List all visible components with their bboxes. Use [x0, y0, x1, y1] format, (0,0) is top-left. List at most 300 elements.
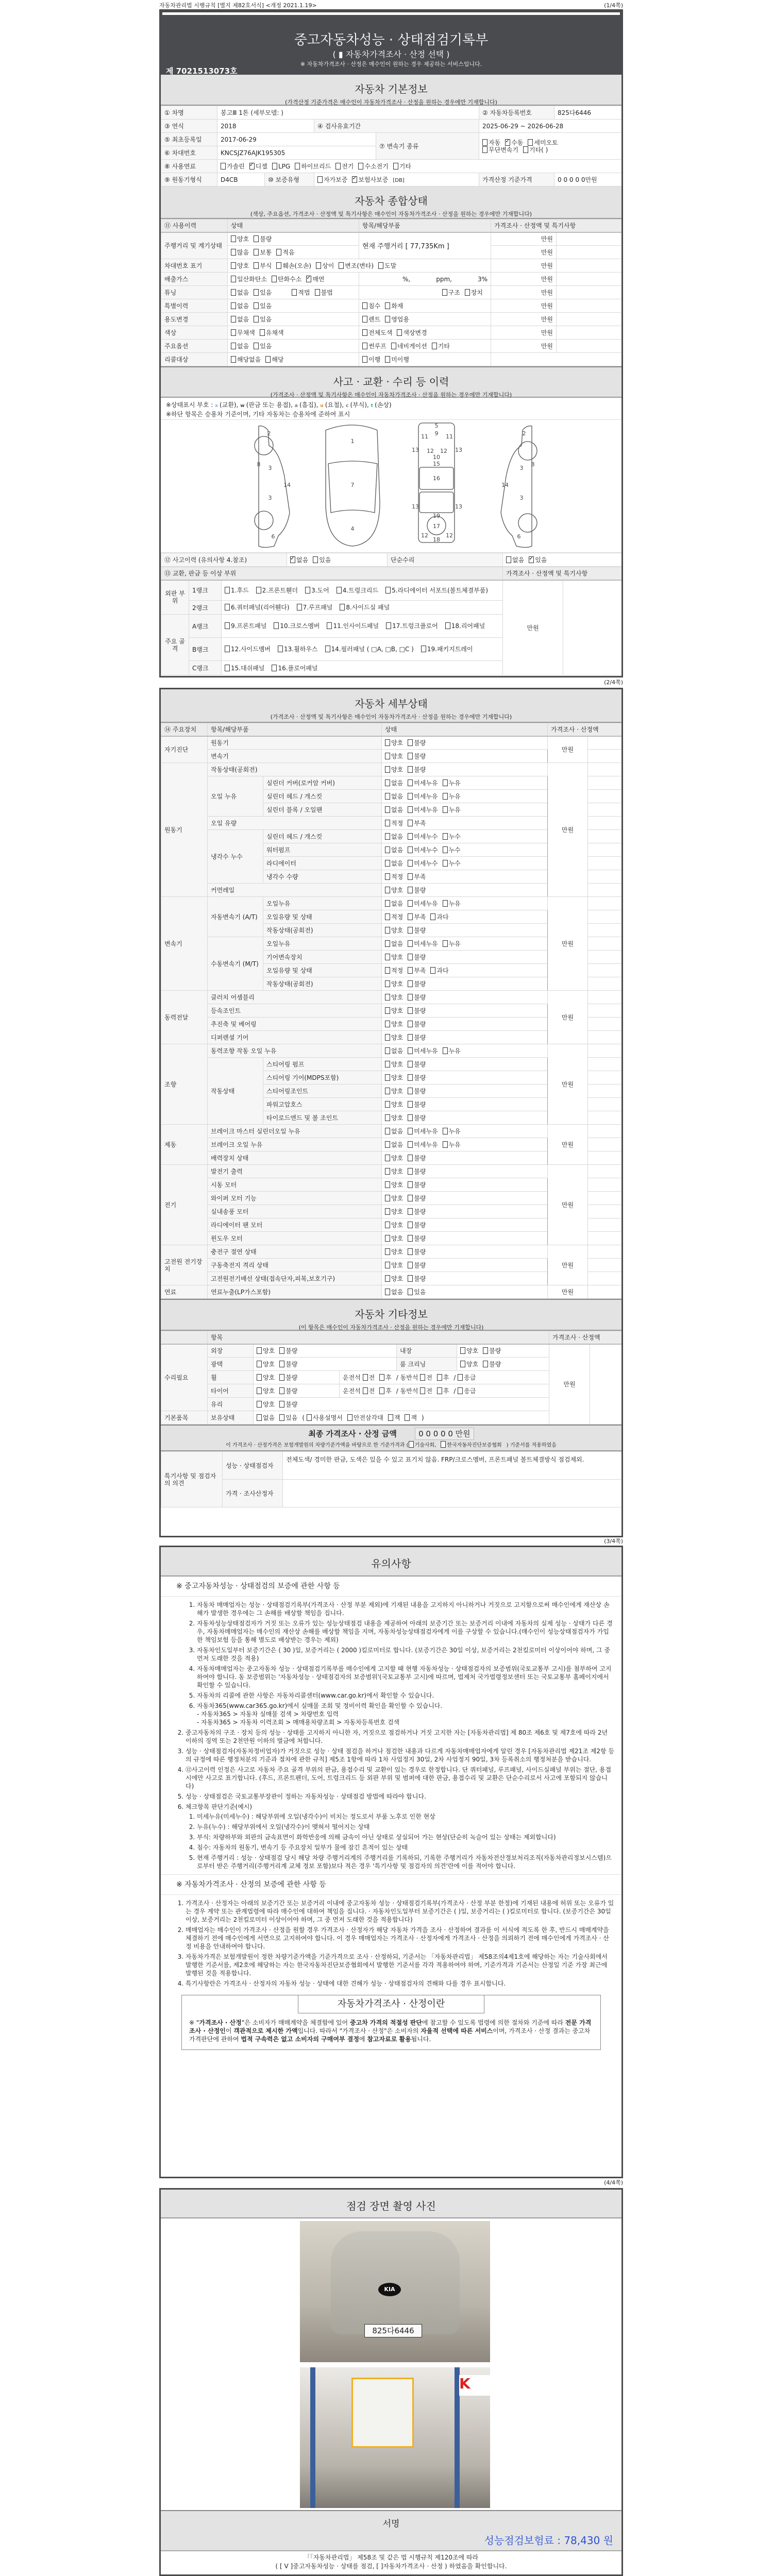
checkbox[interactable]	[437, 1387, 442, 1394]
status-cell	[382, 964, 548, 977]
checkbox[interactable]	[385, 1181, 390, 1188]
checkbox[interactable]	[279, 1414, 284, 1421]
checkbox[interactable]	[408, 994, 413, 1001]
box-text-segment: 이며, 가격조사 · 산정 결과는 중고차 가격판단에 관하여	[189, 2027, 591, 2043]
item-cell	[359, 286, 491, 299]
checkbox[interactable]	[385, 779, 390, 786]
checkbox[interactable]	[385, 833, 390, 840]
appraisal-explainer-box	[181, 1995, 601, 2050]
checkbox[interactable]	[397, 329, 402, 336]
checkbox[interactable]	[408, 1181, 413, 1188]
checkbox[interactable]	[385, 1088, 390, 1094]
checkbox[interactable]	[430, 913, 435, 920]
part-number-label: 9	[434, 430, 439, 437]
part-number-label: 3	[268, 465, 272, 471]
checkbox[interactable]	[460, 1347, 465, 1354]
checkbox[interactable]	[465, 289, 470, 296]
option-1: 양호	[257, 1401, 275, 1408]
checkbox[interactable]	[317, 176, 323, 183]
checkbox[interactable]	[408, 1262, 413, 1268]
notes-body	[161, 1577, 621, 2050]
option-2: 미세누유	[408, 940, 438, 947]
remark-cell	[588, 1151, 622, 1165]
checkbox[interactable]	[408, 739, 413, 746]
remark-cell	[588, 1111, 622, 1125]
checkbox[interactable]	[408, 1114, 413, 1121]
item-label: 디퍼렌셜 기어	[208, 1031, 382, 1044]
status-cell	[382, 1272, 548, 1285]
rank-label: A랭크	[189, 615, 222, 638]
option-2: ✓ 보험사보증	[352, 176, 388, 183]
checkbox[interactable]	[225, 604, 230, 611]
checkbox[interactable]	[408, 1047, 413, 1054]
checkbox[interactable]	[385, 954, 390, 960]
checkbox[interactable]	[231, 235, 236, 242]
checkbox[interactable]	[272, 163, 277, 170]
option-1: 양호	[385, 1248, 403, 1256]
checkbox[interactable]	[221, 163, 226, 170]
status-cell	[382, 1151, 548, 1165]
checkbox[interactable]	[408, 1195, 413, 1201]
option-2: 불량	[408, 1061, 426, 1068]
checkbox[interactable]	[231, 316, 236, 323]
checkbox[interactable]	[339, 262, 344, 269]
box-text-segment: 됩니다.	[411, 2036, 431, 2043]
checkbox[interactable]	[231, 329, 236, 336]
checkbox[interactable]	[362, 302, 367, 309]
checkbox[interactable]	[408, 833, 413, 840]
checkbox[interactable]	[408, 1021, 413, 1027]
checkbox[interactable]	[385, 753, 390, 759]
checkbox[interactable]	[352, 176, 357, 183]
checkbox[interactable]	[408, 900, 413, 907]
checkbox[interactable]	[437, 1374, 442, 1381]
checkbox[interactable]	[279, 1361, 284, 1367]
wheel-front-right	[518, 442, 537, 460]
option-2: 미세누유	[408, 1141, 438, 1148]
checkbox[interactable]	[385, 900, 390, 907]
checkbox[interactable]	[279, 1387, 284, 1394]
checkbox[interactable]	[408, 860, 413, 867]
checkbox[interactable]	[385, 1155, 390, 1161]
checkbox[interactable]	[297, 604, 302, 611]
checkbox[interactable]	[408, 913, 413, 920]
checkbox[interactable]	[231, 356, 236, 363]
device-group-label: 연료	[161, 1285, 208, 1299]
checkbox[interactable]	[408, 980, 413, 987]
option-1: 양호	[385, 739, 403, 747]
checkbox[interactable]	[231, 302, 236, 309]
checkbox[interactable]	[231, 289, 236, 296]
checkbox[interactable]	[388, 1414, 393, 1421]
checkbox[interactable]	[225, 665, 230, 671]
checkbox[interactable]	[408, 846, 413, 853]
status-cell	[382, 1138, 548, 1151]
price-cell: 만원	[548, 1165, 588, 1245]
option-4: 하이브리드	[295, 163, 331, 170]
checkbox[interactable]	[408, 1235, 413, 1242]
checkbox[interactable]	[362, 356, 367, 363]
checkbox[interactable]	[421, 646, 426, 652]
checkbox[interactable]	[274, 622, 279, 629]
checkbox[interactable]	[385, 1061, 390, 1067]
item-label: 클러치 어셈블리	[208, 991, 382, 1004]
checkbox[interactable]	[231, 276, 236, 282]
checkbox[interactable]	[385, 913, 390, 920]
status-cell	[254, 1344, 397, 1358]
checkbox[interactable]	[385, 994, 390, 1001]
checkbox[interactable]	[385, 1248, 390, 1255]
checkbox[interactable]	[306, 276, 311, 282]
checkbox[interactable]	[362, 316, 367, 323]
wheel-rear-right	[518, 514, 537, 532]
checkbox[interactable]	[278, 646, 283, 652]
checkbox[interactable]	[265, 356, 271, 363]
status-cell: 없음 있음 ( 사용설명서 안전삼각대 잭 잭 )	[254, 1411, 549, 1425]
checkbox[interactable]	[445, 622, 450, 629]
checkbox[interactable]	[408, 1155, 413, 1161]
subitem-label: 작동상태(공회전)	[263, 977, 382, 991]
checkbox[interactable]	[225, 622, 230, 629]
table-row	[161, 273, 622, 286]
checkbox[interactable]	[276, 249, 281, 256]
checkbox[interactable]	[385, 1101, 390, 1108]
option-1: 없음	[231, 343, 249, 350]
checkbox[interactable]	[385, 1007, 390, 1014]
checkbox[interactable]	[386, 622, 391, 629]
checkbox[interactable]	[254, 289, 259, 296]
checkbox[interactable]	[385, 846, 390, 853]
status-cell	[382, 870, 548, 884]
checkbox[interactable]	[443, 1141, 448, 1148]
subitem-label: 냉각수 수량	[263, 870, 382, 884]
option-1: 썬루프	[362, 343, 386, 350]
status-cell	[382, 790, 548, 803]
checkbox[interactable]	[231, 249, 236, 256]
checkbox[interactable]	[385, 1289, 390, 1295]
checkbox[interactable]	[408, 806, 413, 813]
checkbox[interactable]	[256, 587, 261, 594]
checkbox[interactable]	[385, 820, 390, 826]
checkbox[interactable]	[327, 622, 332, 629]
checkbox[interactable]	[279, 1347, 284, 1354]
checkbox[interactable]	[408, 766, 413, 773]
option-2: 미세누유	[408, 900, 438, 907]
price-cell: 만원	[491, 313, 557, 326]
checkbox[interactable]	[335, 163, 341, 170]
checkbox[interactable]	[405, 1414, 410, 1421]
checkbox[interactable]	[257, 1401, 262, 1408]
option-3: 누수	[443, 846, 461, 854]
checkbox[interactable]	[408, 753, 413, 759]
checkbox[interactable]	[408, 940, 413, 947]
status-cell	[382, 951, 548, 964]
status-cell	[382, 750, 548, 763]
checkbox[interactable]	[225, 587, 230, 594]
basic-info-table	[161, 106, 622, 187]
checkbox[interactable]	[432, 343, 437, 349]
checkbox[interactable]	[458, 1387, 463, 1394]
checkbox[interactable]	[257, 1387, 262, 1394]
checkbox[interactable]	[347, 1414, 352, 1421]
checkbox[interactable]	[385, 1275, 390, 1282]
checkbox[interactable]	[443, 779, 448, 786]
checkbox[interactable]	[420, 1387, 425, 1394]
checkbox[interactable]	[391, 343, 396, 349]
checkbox[interactable]	[482, 139, 488, 146]
checkbox[interactable]	[385, 1168, 390, 1175]
checkbox[interactable]	[385, 1034, 390, 1041]
checkbox[interactable]	[408, 1248, 413, 1255]
note-text: ) 기준서를 적용하였음	[506, 1443, 557, 1448]
status-extra	[292, 289, 337, 296]
checkbox[interactable]	[408, 1208, 413, 1215]
insurance-fee: 성능점검보험료 : 78,430 원	[484, 2534, 613, 2547]
option-2: 불량	[408, 1155, 426, 1162]
checkbox[interactable]	[276, 262, 281, 269]
checkbox[interactable]	[385, 887, 390, 893]
checkbox[interactable]	[408, 954, 413, 960]
remark-cell	[588, 1259, 622, 1272]
checkbox[interactable]	[385, 316, 390, 323]
checkbox[interactable]	[362, 343, 367, 349]
remark-cell	[588, 977, 622, 991]
checkbox[interactable]	[254, 343, 259, 349]
checkbox[interactable]	[385, 1222, 390, 1228]
checkbox[interactable]	[523, 146, 528, 153]
checkbox[interactable]	[442, 289, 447, 296]
remark-cell	[588, 1098, 622, 1111]
checkbox[interactable]	[385, 980, 390, 987]
checkbox[interactable]	[443, 846, 448, 853]
option-2: 색상변경	[397, 329, 427, 336]
checkbox[interactable]	[315, 289, 320, 296]
checkbox[interactable]	[385, 1141, 390, 1148]
checkbox[interactable]	[290, 556, 295, 563]
checkbox[interactable]	[505, 139, 510, 146]
checkbox[interactable]	[408, 1088, 413, 1094]
checkbox[interactable]	[272, 276, 277, 282]
checkbox[interactable]	[443, 806, 448, 813]
checkbox[interactable]	[408, 1101, 413, 1108]
checkbox[interactable]	[279, 1401, 284, 1408]
checkbox[interactable]	[408, 1074, 413, 1081]
column-header: 상태	[382, 723, 548, 736]
row-label: 튜닝	[161, 286, 228, 299]
option-2: 불량	[408, 1181, 426, 1189]
checkbox[interactable]	[385, 940, 390, 947]
checkbox[interactable]	[483, 1347, 488, 1354]
checkbox[interactable]	[313, 556, 318, 563]
option-2: 불량	[408, 1208, 426, 1215]
item-label: 배력장치 상태	[208, 1151, 382, 1165]
checkbox[interactable]	[506, 556, 511, 563]
checkbox[interactable]	[358, 163, 363, 170]
checkbox[interactable]	[420, 1374, 425, 1381]
checkbox[interactable]	[362, 329, 367, 336]
checkbox[interactable]	[385, 927, 390, 934]
checkbox[interactable]	[385, 1128, 390, 1134]
checkbox[interactable]	[441, 1441, 446, 1448]
option-1: 해당없음	[231, 356, 261, 363]
item-label: 동력조향 작동 오일 누유	[208, 1044, 382, 1058]
subitem-label: 오일누유	[263, 897, 382, 910]
checkbox[interactable]	[363, 1387, 368, 1394]
checkbox[interactable]	[385, 1047, 390, 1054]
checkbox[interactable]	[307, 1414, 312, 1421]
checkbox[interactable]	[460, 1361, 465, 1367]
checkbox[interactable]	[528, 139, 533, 146]
checkbox[interactable]	[408, 779, 413, 786]
position-cell: 운전석 전 후 / 동반석 전 후 / 응급	[340, 1384, 549, 1398]
checkbox[interactable]	[408, 1275, 413, 1282]
checkbox[interactable]	[409, 1441, 414, 1448]
option-2: 불량	[408, 1262, 426, 1269]
checkbox[interactable]	[254, 262, 259, 269]
checkbox[interactable]	[408, 1034, 413, 1041]
checkbox[interactable]	[430, 967, 435, 974]
checkbox[interactable]	[385, 766, 390, 773]
item-label: 보유상태	[208, 1411, 254, 1425]
checkbox[interactable]	[408, 793, 413, 800]
checkbox[interactable]	[408, 887, 413, 893]
checkbox[interactable]	[408, 967, 413, 974]
checkbox[interactable]	[254, 316, 259, 323]
checkbox[interactable]	[443, 1047, 448, 1054]
legend-symbol-t: t	[371, 403, 375, 409]
checkbox[interactable]	[443, 1128, 448, 1134]
emission-value: 3%	[477, 275, 488, 283]
checkbox[interactable]	[443, 860, 448, 867]
option-2: 안전삼각대	[347, 1414, 383, 1421]
confirmation-line: 「「자동차관리법」 제58조 및 같은 법 시행규칙 제120조에 따라	[304, 2554, 479, 2561]
part-option: 7.루프패널	[297, 604, 333, 611]
checkbox[interactable]	[483, 1361, 488, 1367]
option-2: 부족	[408, 967, 426, 974]
checkbox[interactable]	[408, 873, 413, 880]
device-group-label: 동력전달	[161, 991, 208, 1044]
checkbox[interactable]	[385, 1074, 390, 1081]
checkbox[interactable]	[257, 1374, 262, 1381]
checkbox[interactable]	[408, 1141, 413, 1148]
checkbox[interactable]	[443, 940, 448, 947]
option-2: 불량	[279, 1361, 297, 1368]
checkbox[interactable]	[325, 646, 330, 652]
rank-parts	[222, 615, 503, 638]
section-note: (가격산정 기준가격은 매수인이 자동차가격조사 · 산정을 원하는 경우에만 기재합니다)	[285, 99, 497, 106]
checkbox[interactable]	[385, 739, 390, 746]
option-1: 전	[363, 1374, 375, 1381]
section-title: 점검 장면 촬영 사진	[346, 2200, 436, 2212]
remark-cell	[557, 299, 622, 313]
checkbox[interactable]	[385, 873, 390, 880]
checkbox[interactable]	[260, 329, 265, 336]
checkbox[interactable]	[378, 262, 383, 269]
section-title: 자동차 종합상태	[355, 195, 428, 207]
checkbox[interactable]	[385, 1208, 390, 1215]
checkbox[interactable]	[385, 1262, 390, 1268]
criteria-item: 1. 미세누유(미세누수) : 해당부위에 오일(냉각수)이 비치는 정도로서 부품 노후로 인한 현상	[197, 1812, 614, 1821]
checkbox[interactable]	[385, 587, 391, 594]
checkbox[interactable]	[257, 1414, 262, 1421]
checkbox[interactable]	[385, 1235, 390, 1242]
checkbox[interactable]	[443, 793, 448, 800]
checkbox[interactable]	[408, 820, 413, 826]
checkbox[interactable]	[363, 1374, 368, 1381]
remark-cell	[588, 817, 622, 830]
part-number-label: 1	[350, 438, 355, 445]
checkbox[interactable]	[295, 163, 300, 170]
checkbox[interactable]	[385, 793, 390, 800]
checkbox[interactable]	[408, 1061, 413, 1067]
remark-cell	[588, 1084, 622, 1098]
row-label: 색상	[161, 326, 228, 340]
checkbox[interactable]	[254, 302, 259, 309]
checkbox[interactable]	[316, 262, 321, 269]
checkbox[interactable]	[408, 927, 413, 934]
table-row	[161, 1285, 622, 1299]
checkbox[interactable]	[292, 289, 297, 296]
item-label: 연료누출(LP가스포함)	[208, 1285, 382, 1299]
checkbox[interactable]	[482, 146, 488, 153]
checkbox[interactable]	[408, 1289, 413, 1295]
page-3	[159, 1546, 623, 2178]
price-cell: 만원	[548, 1285, 588, 1299]
option-1: 양호	[385, 1181, 403, 1189]
checkbox[interactable]	[458, 1374, 463, 1381]
column-header: 항목	[208, 1331, 549, 1344]
checkbox[interactable]	[529, 556, 534, 563]
checkbox[interactable]	[337, 587, 342, 594]
checkbox[interactable]	[385, 967, 390, 974]
checkbox[interactable]	[385, 806, 390, 813]
part-number-label: 18	[433, 536, 440, 543]
checkbox[interactable]	[385, 1195, 390, 1201]
checkbox[interactable]	[249, 163, 255, 170]
device-group-label: 조향	[161, 1044, 208, 1125]
checkbox[interactable]	[305, 587, 310, 594]
checkbox[interactable]	[408, 1007, 413, 1014]
checkbox[interactable]	[231, 262, 236, 269]
checkbox[interactable]	[385, 302, 390, 309]
checkbox[interactable]	[385, 860, 390, 867]
checkbox[interactable]	[379, 1387, 384, 1394]
checkbox[interactable]	[408, 1168, 413, 1175]
checkbox[interactable]	[379, 1374, 384, 1381]
checkbox[interactable]	[385, 1021, 390, 1027]
note-path: - 자동차365 > 자동차 실매물 검색 > 차량번호 입력	[197, 1710, 339, 1718]
checkbox[interactable]	[257, 1361, 262, 1367]
checkbox[interactable]	[254, 249, 259, 256]
checkbox[interactable]	[385, 1114, 390, 1121]
price-cell: 만원	[548, 1245, 588, 1285]
checkbox[interactable]	[254, 235, 259, 242]
checkbox[interactable]	[385, 356, 390, 363]
checkbox[interactable]	[231, 343, 236, 349]
checkbox[interactable]	[225, 646, 230, 652]
checkbox[interactable]	[340, 604, 345, 611]
checkbox[interactable]	[272, 665, 277, 671]
checkbox[interactable]	[443, 900, 448, 907]
checkbox[interactable]	[443, 833, 448, 840]
checkbox[interactable]	[257, 1347, 262, 1354]
checkbox[interactable]	[279, 1374, 284, 1381]
checkbox[interactable]	[408, 1222, 413, 1228]
table-row	[161, 326, 622, 340]
checkbox[interactable]	[393, 163, 398, 170]
checkbox[interactable]	[408, 1128, 413, 1134]
subitem-label: 실린더 블록 / 오일팬	[263, 803, 382, 817]
